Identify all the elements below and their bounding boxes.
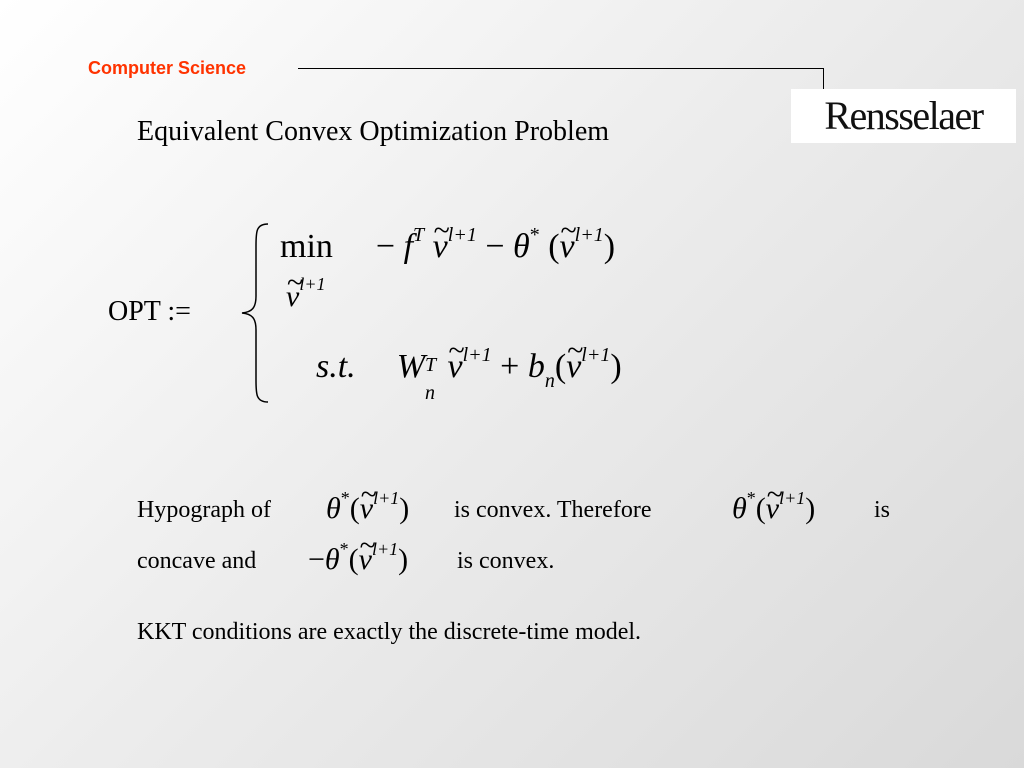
- v-tilde-constraint: ~ v: [448, 350, 463, 384]
- plus-sign: +: [500, 348, 520, 385]
- is-convex-text: is convex.: [457, 548, 555, 574]
- W-transpose-sup: T: [425, 354, 437, 376]
- therefore-text: is convex. Therefore: [454, 497, 652, 523]
- l1-p2: l+1: [779, 488, 806, 508]
- v-tilde-symbol: ~ v: [433, 230, 448, 264]
- l-plus-1-sup-2: l+1: [574, 224, 604, 246]
- star-2: *: [746, 488, 756, 508]
- l-plus-1-constraint: l+1: [462, 344, 492, 366]
- theta-star-expr-2: [732, 488, 816, 526]
- is-text: is: [874, 497, 891, 523]
- transpose-sup: T: [413, 224, 425, 246]
- theta-1: θ: [326, 492, 341, 525]
- minus-sign: −: [375, 228, 396, 265]
- theta-star-expr-1: [326, 488, 410, 526]
- b-symbol: b: [527, 348, 545, 385]
- header-rule-horizontal: [298, 68, 824, 69]
- b-n-sub: n: [544, 370, 555, 392]
- l-plus-1-sup: l+1: [447, 224, 477, 246]
- constraint-expression: [316, 344, 622, 404]
- minus-p3: −: [308, 543, 325, 576]
- rparen: ): [603, 228, 616, 265]
- l-plus-1-under-min: l+1: [299, 274, 326, 294]
- W-symbol: W: [396, 348, 426, 385]
- theta-3: θ: [324, 543, 340, 576]
- v-p3: ~ v: [359, 543, 372, 577]
- rensselaer-logo: [791, 89, 1016, 143]
- objective-expression: [280, 224, 616, 265]
- v-tilde-under-min: ~ v: [286, 282, 299, 312]
- neg-theta-star-expr: [308, 539, 409, 577]
- star-1: *: [340, 488, 350, 508]
- star-sup: *: [529, 224, 540, 246]
- f-symbol: f: [403, 228, 414, 265]
- department-label: Computer Science: [88, 58, 247, 78]
- lparen: (: [548, 228, 560, 265]
- concave-text: concave and: [137, 548, 257, 574]
- lparen-p1: (: [349, 492, 360, 525]
- W-n-sub: n: [425, 382, 436, 404]
- opt-label: OPT :=: [108, 296, 191, 327]
- slide-title: Equivalent Convex Optimization Problem: [137, 116, 610, 147]
- minus-sign-2: −: [485, 228, 505, 265]
- lparen-p3: (: [348, 543, 359, 576]
- l-plus-1-constraint-2: l+1: [581, 344, 611, 366]
- left-brace-icon: [236, 222, 276, 404]
- rparen-2: ): [610, 348, 622, 385]
- v-tilde-symbol-2: ~ v: [560, 230, 575, 264]
- lparen-2: (: [554, 348, 567, 385]
- l1-p3: l+1: [372, 539, 399, 559]
- kkt-text: KKT conditions are exactly the discrete-time model.: [137, 619, 642, 645]
- lparen-p2: (: [755, 492, 766, 525]
- star-3: *: [339, 539, 349, 559]
- min-operator: min: [280, 228, 333, 265]
- v-tilde-constraint-2: ~ v: [566, 350, 581, 384]
- logo-text: Rensselaer: [824, 93, 983, 138]
- theta-symbol: θ: [513, 228, 530, 265]
- l1-p1: l+1: [373, 488, 400, 508]
- v-p2: ~ v: [766, 492, 779, 526]
- v-p1: ~ v: [360, 492, 373, 526]
- min-subscript: [286, 274, 326, 313]
- rparen-p3: ): [398, 543, 409, 576]
- rparen-p1: ): [399, 492, 410, 525]
- rparen-p2: ): [805, 492, 816, 525]
- hypograph-text: Hypograph of: [137, 497, 271, 523]
- st-label: s.t.: [316, 348, 356, 385]
- theta-2: θ: [732, 492, 747, 525]
